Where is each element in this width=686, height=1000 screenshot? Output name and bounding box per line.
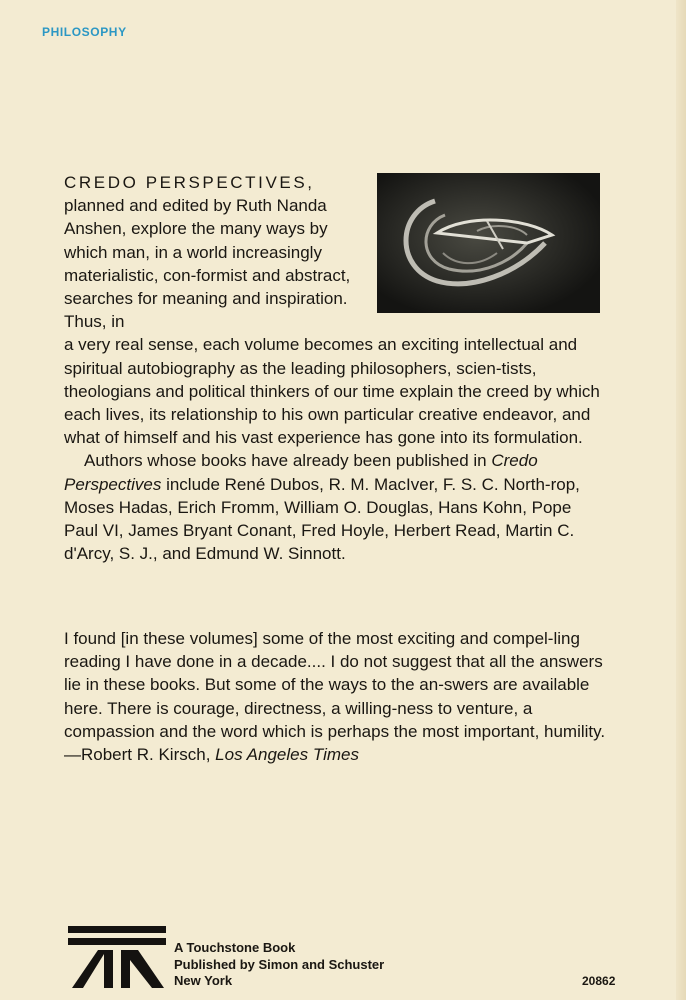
paper-edge (676, 0, 686, 1000)
publisher-line: Published by Simon and Schuster (174, 956, 385, 972)
authors-paragraph-start: Authors whose books have already been published in (84, 451, 487, 471)
authors-paragraph (64, 449, 609, 565)
imprint-line: A Touchstone Book (174, 940, 296, 955)
review-body: I found [in these volumes] some of the most exciting and compel-ling reading I have done in a decade.... I do not suggest that all the answers lie in these books. But some of the ways to the an-swers are available here. There is courage, directness, a willing-ness to venture, a compassion and the word which is perhaps the most important, humility. (64, 629, 606, 741)
catalog-number: 20862 (582, 974, 616, 988)
city-line: New York (174, 973, 233, 988)
touchstone-logo (68, 926, 166, 988)
series-name-italic: Credo Perspectives (64, 451, 538, 494)
review-source: Los Angeles Times (215, 745, 359, 765)
series-title: CREDO PERSPECTIVES, (64, 173, 315, 192)
description-lead (64, 171, 354, 333)
description-continued: a very real sense, each volume becomes an exciting intellectual and spiritual autobiography as the leading philosophers, scien-tists, theologians and political thinkers of our time explain the creed by which each lives, its relationship to his own particular creative endeavor, and what of himself and his vast experience has gone into its formulation. (64, 335, 600, 448)
publisher-info (174, 940, 384, 990)
authors-list: include René Dubos, R. M. MacIver, F. S. C. North-rop, Moses Hadas, Erich Fromm, William O. Douglas, Hans Kohn, Pope Paul VI, James Bryant Conant, Fred Hoyle, Herbert Read, Martin C. d'Arcy, S. J., and Edmund W. Sinnott. (64, 474, 580, 564)
review-quote (64, 627, 609, 766)
series-description (64, 171, 609, 565)
category-label: PHILOSOPHY (42, 25, 127, 39)
description-lead-text: planned and edited by Ruth Nanda Anshen, explore the many ways by which man, in a world increasingly materialistic, con-formist and abstract, searches for meaning and inspiration. Thus, in (64, 196, 351, 332)
review-attribution: —Robert R. Kirsch, (64, 745, 211, 765)
